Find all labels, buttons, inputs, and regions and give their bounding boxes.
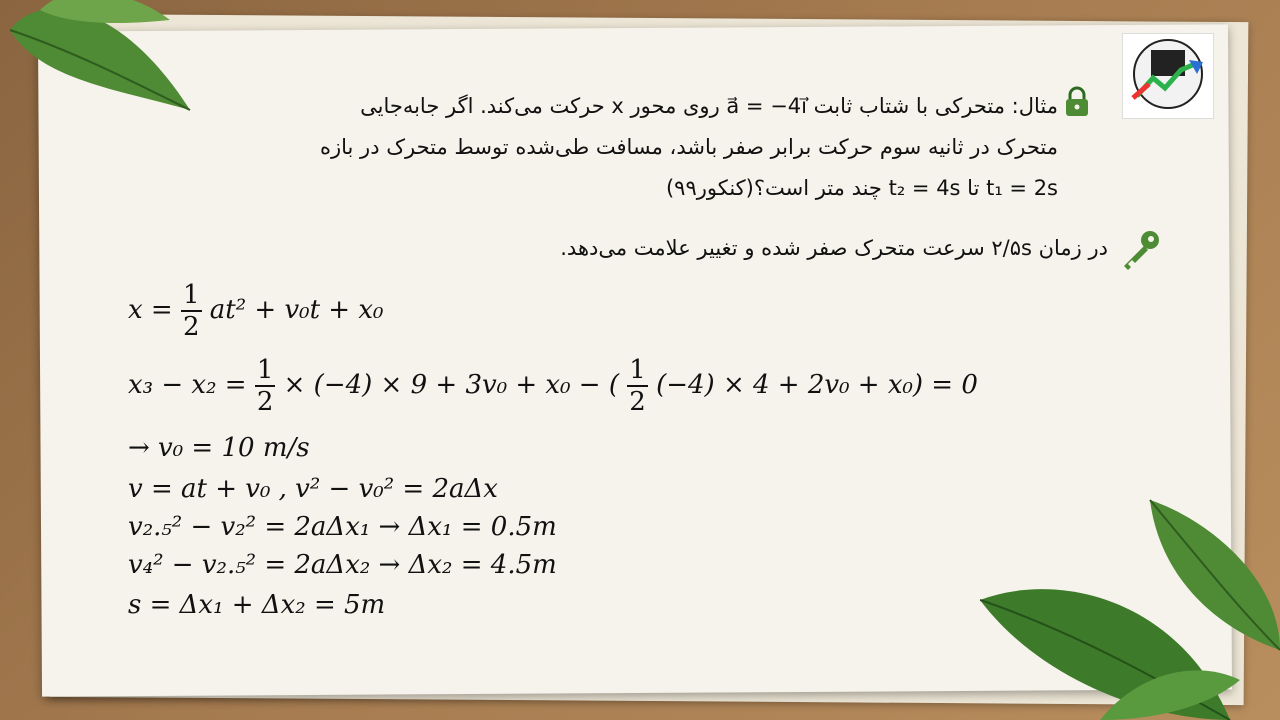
lock-icon (1062, 86, 1092, 118)
equation-6: v₄² − v₂.₅² = 2aΔx₂ → Δx₂ = 4.5m (128, 550, 557, 580)
eq2-numerator-b: 1 (629, 355, 646, 385)
eq2-fraction-b (627, 355, 648, 417)
equation-3: → v₀ = 10 m/s (128, 433, 310, 463)
eq1-numerator: 1 (182, 280, 200, 310)
hint-text: در زمان ۲/۵s سرعت متحرک صفر شده و تغییر علامت می‌دهد. (560, 236, 1108, 260)
problem-line-1 (228, 86, 1058, 127)
equation-5: v₂.₅² − v₂² = 2aΔx₁ → Δx₁ = 0.5m (128, 512, 557, 542)
equation-1 (128, 280, 383, 342)
eq2-middle: × (−4) × 9 + 3v₀ + x₀ − ( (283, 370, 619, 400)
problem-line-3: t₁ = 2s تا t₂ = 4s چند متر است؟(کنکور۹۹) (665, 176, 1058, 200)
equation-4: v = at + v₀ , v² − v₀² = 2aΔx (128, 474, 498, 504)
key-icon (1118, 228, 1162, 272)
eq2-lhs: x₃ − x₂ = (128, 370, 247, 400)
equation-7: s = Δx₁ + Δx₂ = 5m (128, 590, 386, 620)
eq2-fraction-a (255, 355, 276, 417)
eq1-lhs: x = (128, 295, 173, 325)
problem-label: مثال: (1011, 94, 1058, 118)
equation-2 (128, 355, 978, 417)
eq2-rhs: (−4) × 4 + 2v₀ + x₀) = 0 (656, 370, 978, 400)
eq1-fraction (181, 280, 202, 342)
leaf-bottom-right-icon (980, 490, 1280, 720)
problem-statement (228, 86, 1058, 209)
logo-icon (1122, 33, 1214, 119)
problem-line-2: متحرک در ثانیه سوم حرکت برابر صفر باشد، مسافت طی‌شده توسط متحرک در بازه (320, 135, 1058, 159)
problem-text-1: متحرکی با شتاب ثابت a⃗ = −4i⃗ روی محور x حرکت می‌کند. اگر جابه‌جایی (360, 94, 1005, 118)
eq2-numerator-a: 1 (256, 355, 274, 385)
eq2-denominator-a: 2 (256, 387, 274, 417)
leaf-top-left-icon (0, 0, 210, 120)
eq1-rhs: at² + v₀t + x₀ (209, 295, 384, 325)
eq1-denominator: 2 (182, 312, 200, 342)
eq2-denominator-b: 2 (629, 387, 646, 417)
